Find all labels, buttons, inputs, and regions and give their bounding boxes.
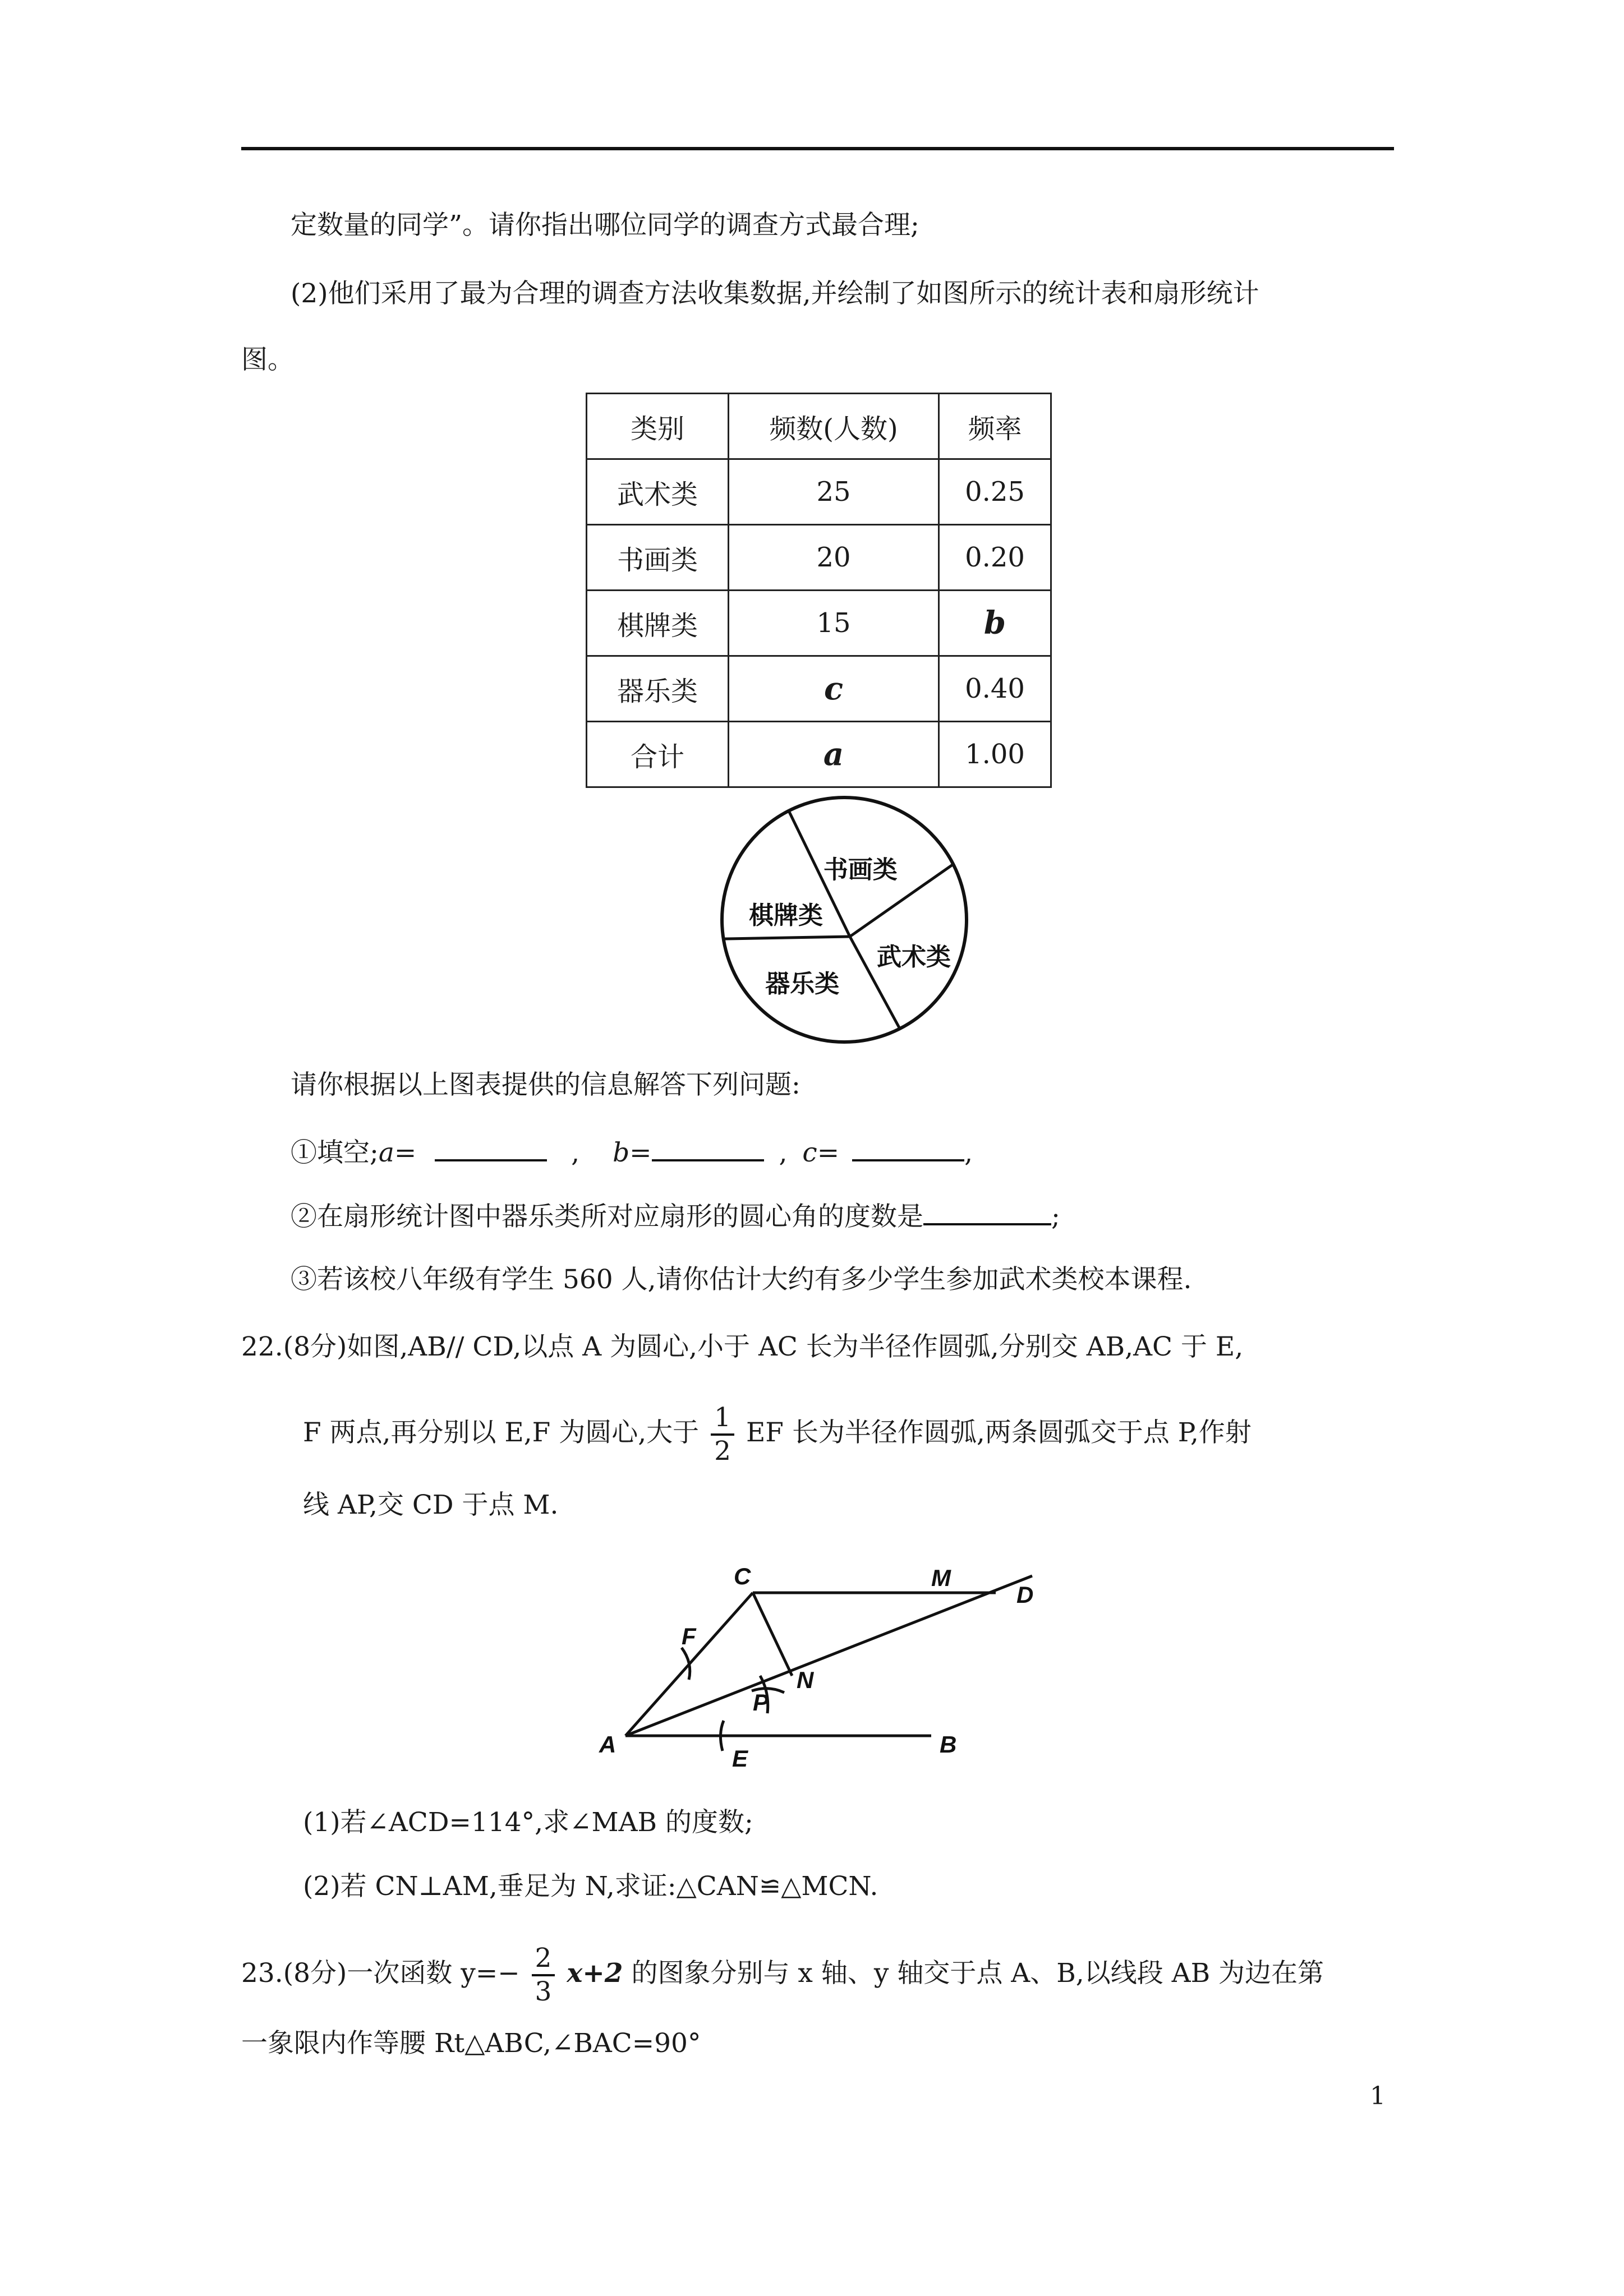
question-3: ③若该校八年级有学生 560 人,请你估计大约有多少学生参加武术类校本课程. bbox=[291, 1264, 1192, 1295]
p22-line-2a: F 两点,再分别以 E,F 为圆心,大于 bbox=[303, 1417, 700, 1448]
answer-blank-b[interactable] bbox=[652, 1137, 764, 1161]
q1-end: , bbox=[964, 1137, 973, 1168]
table-cell: 0.20 bbox=[939, 525, 1051, 591]
arc-f bbox=[682, 1648, 690, 1680]
label-a: A bbox=[599, 1731, 617, 1758]
q2-end: ; bbox=[1051, 1201, 1060, 1232]
problem-23-line-2: 一象限内作等腰 Rt△ABC,∠BAC=90° bbox=[241, 2028, 701, 2059]
label-f: F bbox=[682, 1623, 696, 1649]
table-row bbox=[587, 525, 1051, 591]
pie-slice-label: 书画类 bbox=[823, 855, 898, 884]
q2-text: ②在扇形统计图中器乐类所对应扇形的圆心角的度数是 bbox=[291, 1201, 923, 1232]
problem-22-line-1: 22.(8分)如图,AB// CD,以点 A 为圆心,小于 AC 长为半径作圆弧,分别交 AB,AC 于 E, bbox=[241, 1331, 1244, 1362]
q1-b-label: b= bbox=[613, 1137, 652, 1168]
label-d: D bbox=[1016, 1582, 1034, 1608]
problem-22-part-1: (1)若∠ACD=114°,求∠MAB 的度数; bbox=[303, 1807, 753, 1838]
fraction-two-thirds bbox=[532, 1943, 555, 2008]
answer-blank-angle[interactable] bbox=[923, 1201, 1051, 1225]
table-cell: 15 bbox=[729, 591, 939, 656]
table-row bbox=[587, 656, 1051, 722]
table-header-cell: 类别 bbox=[587, 394, 729, 459]
label-m: M bbox=[931, 1565, 951, 1591]
table-cell: 器乐类 bbox=[587, 656, 729, 722]
table-cell: 棋牌类 bbox=[587, 591, 729, 656]
table-cell: 1.00 bbox=[939, 722, 1051, 787]
questions-lead: 请你根据以上图表提供的信息解答下列问题: bbox=[291, 1069, 801, 1100]
page-number: 1 bbox=[1370, 2082, 1386, 2110]
geometry-figure bbox=[583, 1553, 1066, 1772]
table-cell-variable: b bbox=[939, 591, 1051, 656]
problem-22-line-2 bbox=[303, 1402, 1252, 1467]
frequency-table bbox=[586, 393, 1052, 788]
fraction-numerator: 1 bbox=[711, 1402, 734, 1436]
fraction-denominator: 3 bbox=[535, 1976, 552, 2007]
label-n: N bbox=[797, 1667, 814, 1693]
intro-line-2: (2)他们采用了最为合理的调查方法收集数据,并绘制了如图所示的统计表和扇形统计 bbox=[291, 278, 1259, 309]
pie-slice-label: 棋牌类 bbox=[748, 901, 823, 930]
p23-line-1a: 23.(8分)一次函数 y=− bbox=[241, 1958, 520, 1989]
table-cell: 合计 bbox=[587, 722, 729, 787]
table-row bbox=[587, 722, 1051, 787]
label-c: C bbox=[734, 1563, 751, 1589]
problem-22-line-3: 线 AP,交 CD 于点 M. bbox=[303, 1490, 559, 1520]
table-cell: 书画类 bbox=[587, 525, 729, 591]
pie-chart bbox=[712, 788, 976, 1052]
table-cell: 0.40 bbox=[939, 656, 1051, 722]
intro-line-3: 图。 bbox=[241, 344, 294, 375]
table-row bbox=[587, 459, 1051, 525]
table-cell: 武术类 bbox=[587, 459, 729, 525]
p22-line-2b: EF 长为半径作圆弧,两条圆弧交于点 P,作射 bbox=[746, 1417, 1252, 1448]
p23-expression: x+2 bbox=[567, 1958, 623, 1989]
fraction-numerator: 2 bbox=[532, 1943, 555, 1976]
label-p: P bbox=[753, 1689, 769, 1716]
question-2 bbox=[291, 1200, 1060, 1234]
table-cell: 25 bbox=[729, 459, 939, 525]
label-e: E bbox=[732, 1745, 748, 1772]
pie-slice-boundary bbox=[724, 937, 850, 939]
problem-23-line-1 bbox=[241, 1943, 1324, 2008]
table-row bbox=[587, 591, 1051, 656]
segment-cn bbox=[753, 1593, 792, 1676]
table-cell-variable: a bbox=[729, 722, 939, 787]
q1-prefix: ①填空; bbox=[291, 1137, 379, 1168]
table-cell: 0.25 bbox=[939, 459, 1051, 525]
q1-a-label: a= bbox=[378, 1137, 417, 1168]
answer-blank-c[interactable] bbox=[852, 1137, 964, 1161]
fraction-denominator: 2 bbox=[714, 1436, 732, 1467]
q1-c-label: c= bbox=[802, 1137, 840, 1168]
question-1 bbox=[291, 1136, 973, 1170]
header-rule bbox=[241, 147, 1394, 150]
pie-slice-label: 器乐类 bbox=[765, 969, 840, 998]
problem-22-part-2: (2)若 CN⊥AM,垂足为 N,求证:△CAN≌△MCN. bbox=[303, 1871, 878, 1902]
p23-line-1c: 的图象分别与 x 轴、y 轴交于点 A、B,以线段 AB 为边在第 bbox=[631, 1958, 1324, 1989]
table-header-cell: 频率 bbox=[939, 394, 1051, 459]
answer-blank-a[interactable] bbox=[435, 1137, 547, 1161]
table-cell: 20 bbox=[729, 525, 939, 591]
label-b: B bbox=[940, 1731, 957, 1758]
q1-separator: , bbox=[571, 1137, 580, 1168]
pie-slice-label: 武术类 bbox=[877, 943, 951, 972]
table-cell-variable: c bbox=[729, 656, 939, 722]
q1-separator: , bbox=[779, 1137, 788, 1168]
table-header-row bbox=[587, 394, 1051, 459]
intro-line-1: 定数量的同学”。请你指出哪位同学的调查方式最合理; bbox=[291, 210, 919, 241]
fraction-one-half bbox=[711, 1402, 734, 1467]
table-header-cell: 频数(人数) bbox=[729, 394, 939, 459]
